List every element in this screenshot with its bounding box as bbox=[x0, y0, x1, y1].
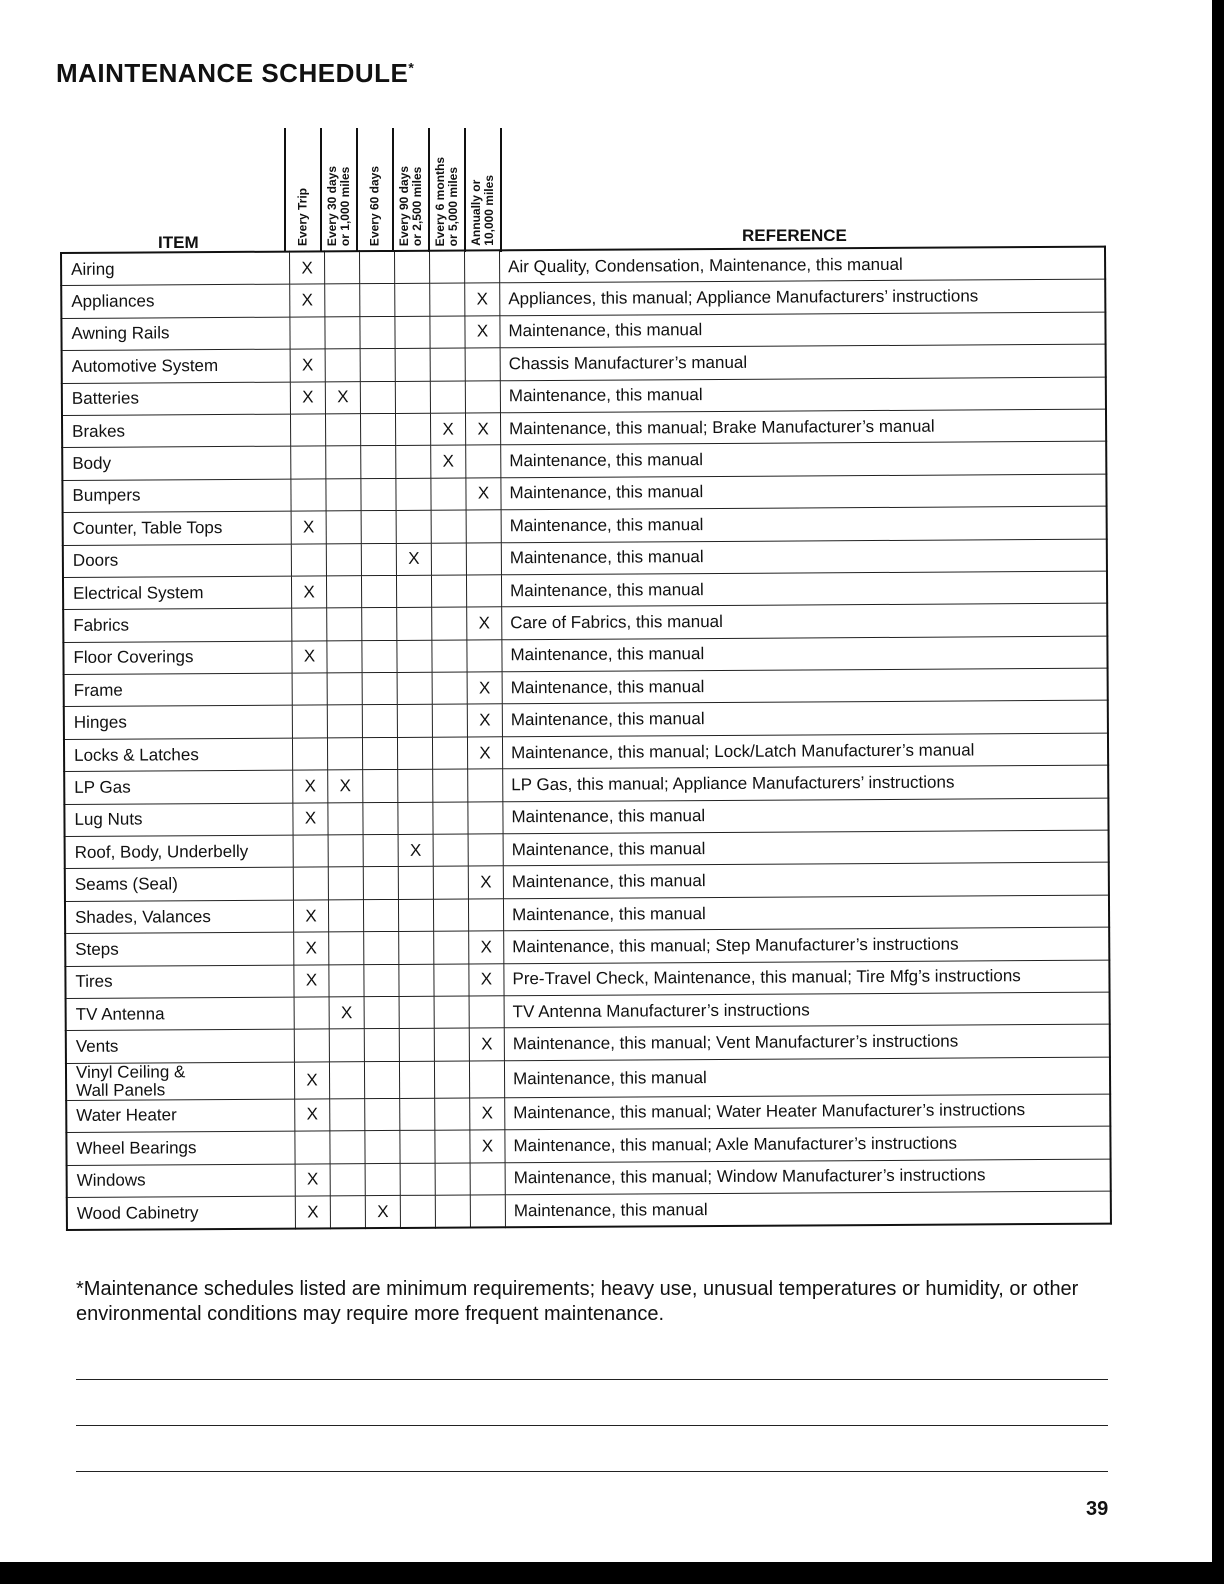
interval-mark-cell bbox=[467, 639, 502, 672]
interval-mark-cell bbox=[433, 866, 468, 899]
interval-mark-cell bbox=[328, 867, 363, 900]
reference-cell: Maintenance, this manual bbox=[500, 377, 1106, 413]
interval-mark-cell bbox=[292, 705, 327, 738]
item-cell: Hinges bbox=[64, 706, 293, 740]
interval-mark-cell: X bbox=[290, 349, 325, 382]
interval-mark-cell: X bbox=[290, 284, 325, 317]
interval-mark-cell bbox=[293, 835, 328, 868]
interval-mark-cell bbox=[399, 1061, 434, 1098]
interval-mark-cell: X bbox=[293, 803, 328, 836]
interval-mark-cell bbox=[430, 381, 465, 414]
interval-mark-cell bbox=[433, 834, 468, 867]
reference-cell: Maintenance, this manual bbox=[503, 830, 1109, 866]
interval-mark-cell: X bbox=[295, 1163, 330, 1196]
interval-mark-cell bbox=[291, 446, 326, 479]
interval-mark-cell bbox=[293, 867, 328, 900]
interval-mark-cell bbox=[364, 932, 399, 965]
interval-mark-cell bbox=[399, 1029, 434, 1062]
interval-mark-cell bbox=[365, 1098, 400, 1131]
interval-mark-cell bbox=[326, 478, 361, 511]
interval-mark-cell bbox=[327, 738, 362, 771]
page-edge-right bbox=[1212, 0, 1224, 1584]
interval-mark-cell bbox=[360, 316, 395, 349]
item-cell: Awning Rails bbox=[61, 317, 290, 351]
interval-mark-cell bbox=[361, 446, 396, 479]
reference-cell: LP Gas, this manual; Appliance Manufacturers’ instructions bbox=[503, 765, 1109, 801]
interval-mark-cell: X bbox=[466, 478, 501, 511]
interval-mark-cell: X bbox=[293, 770, 328, 803]
interval-mark-cell bbox=[294, 997, 329, 1030]
item-cell: LP Gas bbox=[64, 770, 293, 804]
item-cell: Wheel Bearings bbox=[66, 1131, 295, 1165]
interval-mark-cell bbox=[399, 964, 434, 997]
reference-cell: Maintenance, this manual bbox=[501, 539, 1107, 575]
interval-mark-cell: X bbox=[329, 997, 364, 1030]
interval-mark-cell bbox=[431, 543, 466, 576]
interval-mark-cell bbox=[395, 284, 430, 317]
interval-mark-cell bbox=[466, 542, 501, 575]
reference-cell: Maintenance, this manual; Step Manufacturer’s instructions bbox=[504, 927, 1110, 963]
interval-mark-cell bbox=[397, 705, 432, 738]
item-cell: Seams (Seal) bbox=[65, 868, 294, 902]
table-row bbox=[67, 1191, 1111, 1230]
reference-cell: Maintenance, this manual; Water Heater Manufacturer’s instructions bbox=[505, 1094, 1111, 1130]
interval-mark-cell bbox=[465, 380, 500, 413]
interval-mark-cell: X bbox=[293, 900, 328, 933]
reference-cell: Maintenance, this manual; Lock/Latch Manufacturer’s manual bbox=[502, 733, 1108, 769]
interval-mark-cell bbox=[395, 348, 430, 381]
interval-mark-cell bbox=[363, 770, 398, 803]
interval-mark-cell: X bbox=[470, 1130, 505, 1163]
table-row bbox=[66, 1057, 1110, 1100]
reference-cell: Maintenance, this manual bbox=[501, 571, 1107, 607]
interval-mark-cell bbox=[398, 802, 433, 835]
interval-mark-cell bbox=[364, 1029, 399, 1062]
interval-mark-cell bbox=[395, 381, 430, 414]
interval-mark-cell: X bbox=[294, 964, 329, 997]
reference-cell: Maintenance, this manual bbox=[501, 441, 1107, 477]
item-cell: Vinyl Ceiling & Wall Panels bbox=[66, 1062, 295, 1100]
interval-mark-cell bbox=[468, 899, 503, 932]
interval-mark-cell bbox=[396, 478, 431, 511]
interval-mark-cell bbox=[292, 738, 327, 771]
interval-mark-cell bbox=[360, 284, 395, 317]
item-cell: Fabrics bbox=[63, 608, 292, 642]
interval-mark-cell bbox=[466, 575, 501, 608]
reference-cell: Maintenance, this manual bbox=[502, 701, 1108, 737]
interval-mark-cell bbox=[400, 1130, 435, 1163]
interval-mark-cell bbox=[364, 1061, 399, 1098]
interval-mark-cell bbox=[292, 673, 327, 706]
page-edge-bottom bbox=[0, 1562, 1224, 1584]
interval-mark-cell bbox=[327, 705, 362, 738]
item-cell: Airing bbox=[61, 252, 290, 286]
reference-cell: Maintenance, this manual bbox=[501, 506, 1107, 542]
interval-mark-cell bbox=[431, 575, 466, 608]
interval-mark-cell bbox=[330, 1196, 365, 1229]
interval-mark-cell bbox=[435, 1098, 470, 1131]
interval-mark-cell bbox=[399, 931, 434, 964]
item-cell: Counter, Table Tops bbox=[63, 511, 292, 545]
item-cell: Locks & Latches bbox=[64, 738, 293, 772]
item-cell: Doors bbox=[63, 544, 292, 578]
interval-mark-cell bbox=[400, 1163, 435, 1196]
interval-mark-cell bbox=[469, 996, 504, 1029]
item-cell: Electrical System bbox=[63, 576, 292, 610]
interval-mark-cell bbox=[291, 543, 326, 576]
page-title: MAINTENANCE SCHEDULE* bbox=[56, 58, 415, 88]
interval-mark-cell: X bbox=[291, 576, 326, 609]
interval-mark-cell bbox=[365, 1131, 400, 1164]
item-cell: Frame bbox=[64, 673, 293, 707]
interval-mark-cell bbox=[325, 414, 360, 447]
interval-mark-cell bbox=[434, 1028, 469, 1061]
interval-mark-cell bbox=[329, 1029, 364, 1062]
interval-mark-cell bbox=[326, 543, 361, 576]
interval-mark-cell bbox=[397, 672, 432, 705]
interval-mark-cell bbox=[395, 413, 430, 446]
interval-mark-cell bbox=[361, 575, 396, 608]
interval-mark-cell bbox=[430, 316, 465, 349]
interval-mark-cell bbox=[396, 575, 431, 608]
interval-header-annually: Annually or 10,000 miles bbox=[464, 128, 502, 252]
interval-header-every-trip: Every Trip bbox=[284, 128, 320, 252]
interval-mark-cell bbox=[434, 931, 469, 964]
reference-cell: Pre-Travel Check, Maintenance, this manual; Tire Mfg’s instructions bbox=[504, 960, 1110, 996]
interval-mark-cell: X bbox=[467, 672, 502, 705]
interval-mark-cell: X bbox=[467, 704, 502, 737]
interval-header-6-months: Every 6 months or 5,000 miles bbox=[428, 128, 464, 252]
item-cell: TV Antenna bbox=[66, 997, 295, 1031]
reference-cell: Maintenance, this manual; Window Manufacturer’s instructions bbox=[505, 1159, 1111, 1195]
interval-mark-cell bbox=[329, 932, 364, 965]
interval-mark-cell: X bbox=[467, 737, 502, 770]
item-cell: Windows bbox=[67, 1164, 296, 1198]
reference-cell: Maintenance, this manual bbox=[502, 636, 1108, 672]
interval-mark-cell bbox=[433, 899, 468, 932]
item-cell: Batteries bbox=[62, 382, 291, 416]
interval-mark-cell bbox=[396, 446, 431, 479]
interval-mark-cell bbox=[395, 316, 430, 349]
interval-mark-cell bbox=[432, 737, 467, 770]
interval-mark-cell bbox=[432, 672, 467, 705]
interval-mark-cell: X bbox=[290, 381, 325, 414]
reference-cell: Maintenance, this manual bbox=[503, 798, 1109, 834]
reference-cell: Maintenance, this manual bbox=[501, 474, 1107, 510]
item-cell: Body bbox=[62, 446, 291, 480]
reference-cell: Air Quality, Condensation, Maintenance, this manual bbox=[499, 247, 1105, 284]
interval-mark-cell bbox=[398, 769, 433, 802]
interval-mark-cell bbox=[435, 1163, 470, 1196]
interval-mark-cell bbox=[327, 640, 362, 673]
interval-mark-cell bbox=[363, 899, 398, 932]
interval-mark-cell: X bbox=[398, 834, 433, 867]
interval-header-90-days: Every 90 days or 2,500 miles bbox=[392, 128, 428, 252]
interval-mark-cell bbox=[362, 608, 397, 641]
interval-mark-cell bbox=[468, 834, 503, 867]
interval-mark-cell bbox=[361, 478, 396, 511]
interval-mark-cell: X bbox=[292, 641, 327, 674]
interval-mark-cell bbox=[429, 251, 464, 284]
reference-cell: Maintenance, this manual bbox=[502, 668, 1108, 704]
interval-header-30-days: Every 30 days or 1,000 miles bbox=[320, 128, 356, 252]
interval-mark-cell bbox=[464, 250, 499, 283]
interval-mark-cell bbox=[435, 1130, 470, 1163]
interval-mark-cell bbox=[431, 478, 466, 511]
interval-mark-cell bbox=[470, 1162, 505, 1195]
reference-cell: Maintenance, this manual; Brake Manufacturer’s manual bbox=[500, 409, 1106, 445]
item-cell: Vents bbox=[66, 1029, 295, 1063]
item-cell: Bumpers bbox=[62, 479, 291, 513]
reference-cell: Maintenance, this manual bbox=[503, 895, 1109, 931]
interval-mark-cell: X bbox=[468, 866, 503, 899]
interval-mark-cell bbox=[364, 964, 399, 997]
interval-mark-cell: X bbox=[294, 1062, 329, 1099]
interval-mark-cell: X bbox=[365, 1195, 400, 1228]
interval-mark-cell: X bbox=[431, 445, 466, 478]
interval-mark-cell bbox=[327, 673, 362, 706]
item-cell: Automotive System bbox=[62, 349, 291, 383]
interval-mark-cell bbox=[400, 1098, 435, 1131]
interval-mark-cell bbox=[360, 251, 395, 284]
interval-mark-cell bbox=[434, 964, 469, 997]
item-cell: Appliances bbox=[61, 284, 290, 318]
interval-mark-cell bbox=[329, 964, 364, 997]
interval-mark-cell bbox=[328, 899, 363, 932]
interval-mark-cell bbox=[434, 996, 469, 1029]
interval-mark-cell bbox=[364, 996, 399, 1029]
interval-mark-cell: X bbox=[470, 1098, 505, 1131]
interval-mark-cell: X bbox=[465, 316, 500, 349]
interval-mark-cell bbox=[326, 446, 361, 479]
interval-mark-cell: X bbox=[465, 283, 500, 316]
interval-mark-cell: X bbox=[465, 413, 500, 446]
interval-mark-cell bbox=[397, 608, 432, 641]
interval-mark-cell bbox=[394, 251, 429, 284]
interval-mark-cell bbox=[433, 802, 468, 835]
interval-mark-cell bbox=[363, 867, 398, 900]
interval-mark-cell bbox=[327, 608, 362, 641]
interval-mark-cell bbox=[330, 1163, 365, 1196]
interval-mark-cell bbox=[362, 673, 397, 706]
interval-mark-cell: X bbox=[295, 1099, 330, 1132]
interval-mark-cell bbox=[290, 414, 325, 447]
interval-mark-cell bbox=[326, 576, 361, 609]
interval-mark-cell bbox=[400, 1195, 435, 1228]
reference-cell: Care of Fabrics, this manual bbox=[502, 603, 1108, 639]
interval-mark-cell bbox=[360, 381, 395, 414]
item-cell: Roof, Body, Underbelly bbox=[65, 835, 294, 869]
interval-mark-cell bbox=[292, 608, 327, 641]
interval-mark-cell bbox=[363, 834, 398, 867]
interval-mark-cell bbox=[362, 705, 397, 738]
reference-cell: Maintenance, this manual; Axle Manufacturer’s instructions bbox=[505, 1126, 1111, 1162]
interval-mark-cell bbox=[295, 1131, 330, 1164]
reference-cell: Chassis Manufacturer’s manual bbox=[500, 344, 1106, 380]
item-cell: Tires bbox=[65, 965, 294, 999]
interval-mark-cell bbox=[468, 801, 503, 834]
interval-mark-cell bbox=[360, 413, 395, 446]
reference-cell: Maintenance, this manual bbox=[503, 863, 1109, 899]
interval-mark-cell: X bbox=[469, 931, 504, 964]
interval-mark-cell bbox=[432, 607, 467, 640]
interval-mark-cell bbox=[362, 737, 397, 770]
reference-column-header: REFERENCE bbox=[742, 226, 847, 245]
interval-mark-cell bbox=[362, 640, 397, 673]
interval-mark-cell: X bbox=[325, 381, 360, 414]
interval-mark-cell bbox=[290, 317, 325, 350]
interval-mark-cell: X bbox=[469, 1028, 504, 1061]
interval-mark-cell bbox=[465, 348, 500, 381]
reference-cell: Maintenance, this manual bbox=[505, 1191, 1111, 1228]
interval-mark-cell bbox=[431, 510, 466, 543]
interval-mark-cell bbox=[330, 1131, 365, 1164]
interval-mark-cell: X bbox=[430, 413, 465, 446]
reference-cell: TV Antenna Manufacturer’s instructions bbox=[504, 992, 1110, 1028]
interval-mark-cell bbox=[325, 349, 360, 382]
interval-mark-cell bbox=[432, 640, 467, 673]
interval-mark-cell: X bbox=[328, 770, 363, 803]
interval-mark-cell: X bbox=[396, 543, 431, 576]
interval-mark-cell bbox=[466, 510, 501, 543]
interval-mark-cell: X bbox=[295, 1196, 330, 1229]
interval-mark-cell bbox=[329, 1061, 364, 1098]
item-cell: Shades, Valances bbox=[65, 900, 294, 934]
interval-mark-cell bbox=[365, 1163, 400, 1196]
interval-mark-cell bbox=[434, 1061, 469, 1098]
reference-cell: Appliances, this manual; Appliance Manufacturers’ instructions bbox=[500, 280, 1106, 316]
interval-mark-cell bbox=[325, 251, 360, 284]
interval-mark-cell bbox=[399, 996, 434, 1029]
interval-mark-cell bbox=[468, 769, 503, 802]
interval-mark-cell bbox=[396, 510, 431, 543]
interval-header-60-days: Every 60 days bbox=[356, 128, 392, 252]
interval-mark-cell bbox=[328, 835, 363, 868]
interval-mark-cell bbox=[328, 802, 363, 835]
item-cell: Brakes bbox=[62, 414, 291, 448]
interval-mark-cell: X bbox=[290, 251, 325, 284]
interval-mark-cell bbox=[466, 445, 501, 478]
interval-mark-cell bbox=[397, 737, 432, 770]
item-cell: Floor Coverings bbox=[63, 641, 292, 675]
interval-mark-cell bbox=[361, 511, 396, 544]
interval-mark-cell bbox=[430, 348, 465, 381]
blank-line-3 bbox=[76, 1471, 1108, 1472]
interval-mark-cell bbox=[291, 479, 326, 512]
interval-mark-cell bbox=[330, 1098, 365, 1131]
reference-cell: Maintenance, this manual bbox=[500, 312, 1106, 348]
interval-mark-cell bbox=[325, 316, 360, 349]
item-cell: Wood Cabinetry bbox=[67, 1196, 296, 1230]
interval-mark-cell bbox=[325, 284, 360, 317]
interval-mark-cell bbox=[397, 640, 432, 673]
interval-mark-cell bbox=[432, 704, 467, 737]
page-number: 39 bbox=[1086, 1498, 1109, 1520]
interval-mark-cell: X bbox=[291, 511, 326, 544]
blank-line-1 bbox=[76, 1379, 1108, 1380]
interval-mark-cell bbox=[363, 802, 398, 835]
interval-mark-cell: X bbox=[294, 932, 329, 965]
interval-mark-cell bbox=[470, 1195, 505, 1228]
interval-mark-cell bbox=[294, 1029, 329, 1062]
maintenance-table bbox=[60, 246, 1112, 1232]
item-column-header: ITEM bbox=[158, 233, 199, 252]
interval-mark-cell bbox=[435, 1195, 470, 1228]
interval-mark-cell bbox=[361, 543, 396, 576]
interval-mark-cell: X bbox=[469, 963, 504, 996]
interval-mark-cell bbox=[469, 1061, 504, 1098]
reference-cell: Maintenance, this manual; Vent Manufacturer’s instructions bbox=[504, 1024, 1110, 1060]
item-cell: Lug Nuts bbox=[64, 803, 293, 837]
interval-mark-cell bbox=[430, 283, 465, 316]
interval-mark-cell bbox=[398, 867, 433, 900]
interval-mark-cell bbox=[433, 769, 468, 802]
interval-mark-cell: X bbox=[467, 607, 502, 640]
blank-line-2 bbox=[76, 1425, 1108, 1426]
footnote: *Maintenance schedules listed are minimum requirements; heavy use, unusual temperatures or humidity, or other environmental conditions may require more frequent maintenance. bbox=[76, 1278, 1079, 1325]
reference-cell: Maintenance, this manual bbox=[504, 1057, 1110, 1098]
interval-mark-cell bbox=[326, 511, 361, 544]
interval-mark-cell bbox=[398, 899, 433, 932]
interval-mark-cell bbox=[360, 349, 395, 382]
item-cell: Steps bbox=[65, 932, 294, 966]
item-cell: Water Heater bbox=[66, 1099, 295, 1133]
